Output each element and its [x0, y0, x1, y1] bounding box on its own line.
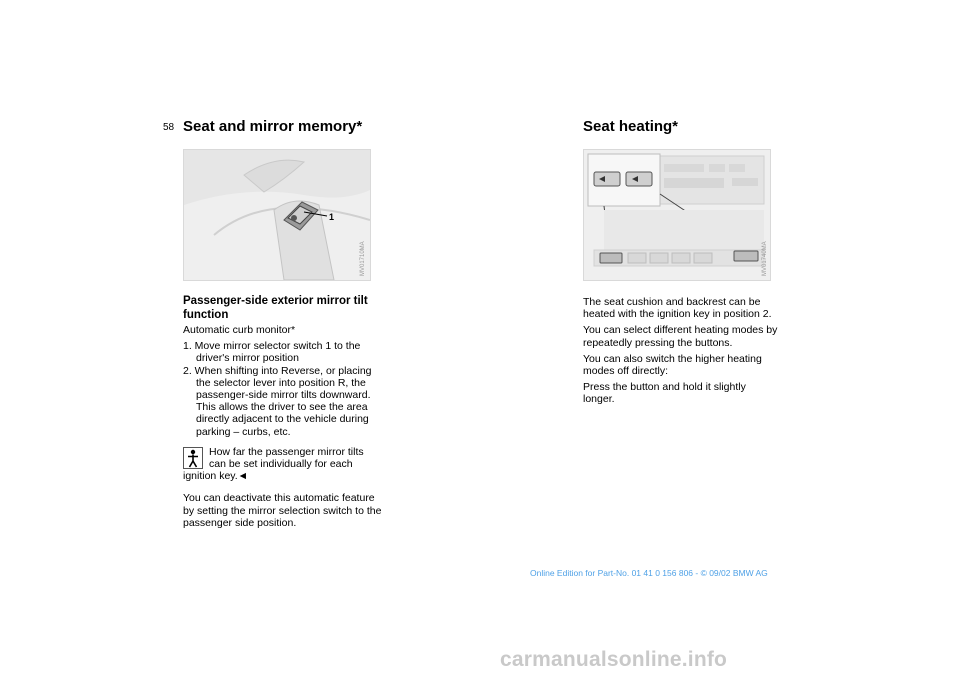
list-item: 2. When shifting into Reverse, or placing the selector lever into position R, the passenger-side mirror tilts downward. This allows the driver to see the area directly adjacent to the vehicle during parking – curbs, etc. — [183, 364, 372, 438]
heating-paragraph: Press the button and hold it slightly longer. — [583, 381, 746, 406]
subsection-title-mirror-tilt: Passenger-side exterior mirror tilt function — [183, 295, 368, 321]
door-mirror-switch-figure — [183, 149, 371, 281]
person-note-icon — [183, 447, 203, 469]
section-title-seat-heating: Seat heating* — [583, 118, 679, 135]
figure-code: MV01710MA — [360, 241, 366, 276]
heating-paragraph: You can select different heating modes by repeatedly pressing the buttons. — [583, 324, 778, 349]
heating-paragraph: You can also switch the higher heating modes off directly: — [583, 352, 762, 378]
footer-edition-link[interactable]: Online Edition for Part-No. 01 41 0 156 806 - © 09/02 BMW AG — [530, 568, 768, 578]
note-box — [183, 446, 383, 487]
figure-code: MV01740MA — [762, 241, 768, 276]
curb-monitor-lead: Automatic curb monitor* — [183, 324, 296, 336]
note-text: How far the passenger mirror tilts can be set individually for each ignition key.◄ — [183, 445, 364, 483]
deactivate-paragraph: You can deactivate this automatic feature by setting the mirror selection switch to the passenger side position. — [183, 492, 382, 529]
seat-heating-buttons-figure — [583, 149, 771, 281]
list-item: 1. Move mirror selector switch 1 to the driver's mirror position — [183, 340, 361, 365]
page-number: 58 — [163, 122, 175, 133]
figure-callout-1: 1 — [329, 212, 335, 222]
heating-paragraph: The seat cushion and backrest can be heated with the ignition key in position 2. — [583, 296, 772, 321]
watermark: carmanualsonline.info — [500, 648, 728, 671]
section-title-mirror-memory: Seat and mirror memory* — [183, 118, 363, 135]
instruction-list — [183, 340, 383, 438]
